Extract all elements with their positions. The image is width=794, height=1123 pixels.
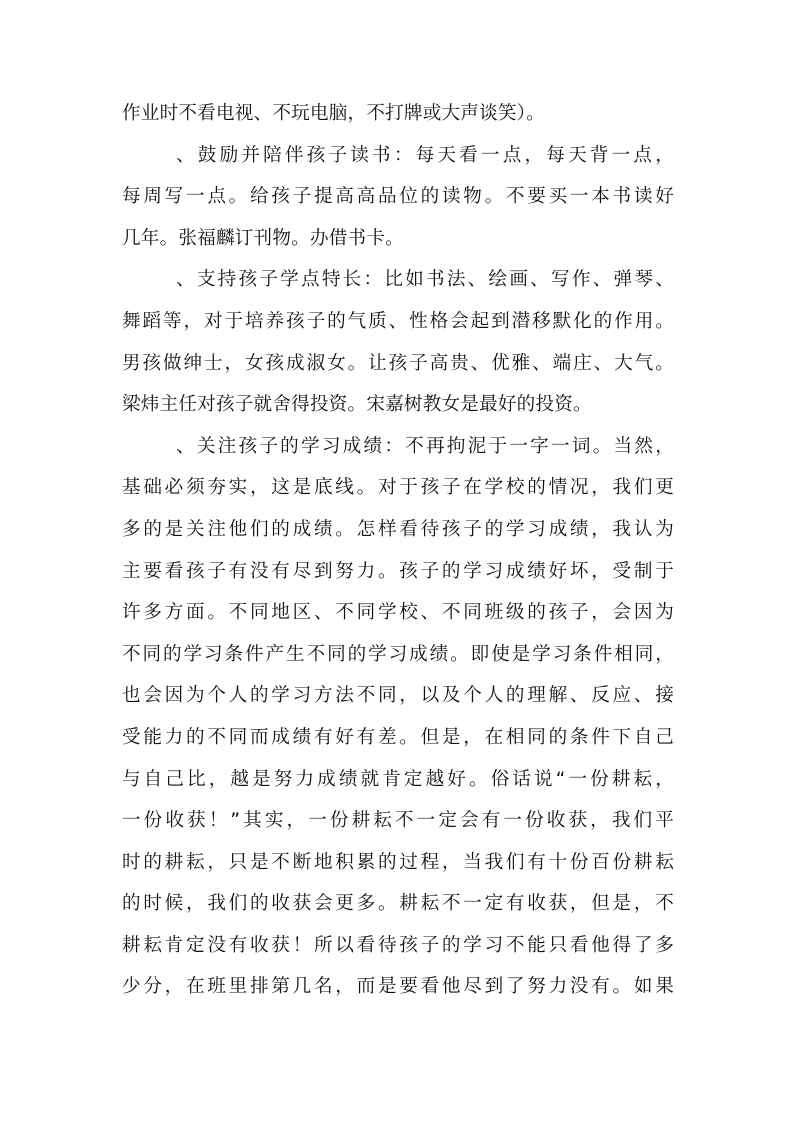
text-line: 受能力的不同而成绩有好有差。但是，在相同的条件下自己 [122, 726, 674, 748]
text-line: 作业时不看电视、不玩电脑，不打牌或大声谈笑）。 [122, 103, 545, 124]
text-line: 男孩做绅士，女孩成淑女。让孩子高贵、优雅、端庄、大气。 [122, 352, 674, 374]
text-line: 基础必须夯实，这是底线。对于孩子在学校的情况，我们更 [122, 477, 674, 499]
text-line: 每周写一点。给孩子提高高品位的读物。不要买一本书读好 [122, 186, 674, 208]
text-line: 的时候，我们的收获会更多。耕耘不一定有收获，但是，不 [122, 893, 674, 915]
paragraph-start-line: 、关注孩子的学习成绩：不再拘泥于一字一词。当然， [176, 435, 674, 457]
text-line: 舞蹈等，对于培养孩子的气质、性格会起到潜移默化的作用。 [122, 310, 674, 332]
paragraph-start-line: 、支持孩子学点特长：比如书法、绘画、写作、弹琴、 [176, 269, 674, 291]
text-line: 多的是关注他们的成绩。怎样看待孩子的学习成绩，我认为 [122, 518, 674, 540]
text-line: 一份收获！”其实，一份耕耘不一定会有一份收获，我们平 [122, 810, 674, 832]
text-line: 主要看孩子有没有尽到努力。孩子的学习成绩好坏，受制于 [122, 560, 674, 582]
text-line: 少分，在班里排第几名，而是要看他尽到了努力没有。如果 [122, 976, 674, 998]
text-line: 与自己比，越是努力成绩就肯定越好。俗话说“一份耕耘， [122, 768, 674, 790]
document-body [122, 93, 674, 1008]
text-line: 梁炜主任对孩子就舍得投资。宋嘉树教女是最好的投资。 [122, 394, 592, 416]
text-line: 时的耕耘，只是不断地积累的过程，当我们有十份百份耕耘 [122, 851, 674, 873]
text-line: 几年。张福麟订刊物。办借书卡。 [122, 227, 404, 249]
text-line: 耕耘肯定没有收获！所以看待孩子的学习不能只看他得了多 [122, 934, 674, 956]
text-line: 许多方面。不同地区、不同学校、不同班级的孩子，会因为 [122, 602, 674, 624]
text-line: 也会因为个人的学习方法不同，以及个人的理解、反应、接 [122, 685, 674, 707]
paragraph-start-line: 、鼓励并陪伴孩子读书：每天看一点，每天背一点， [176, 144, 674, 166]
text-line: 不同的学习条件产生不同的学习成绩。即使是学习条件相同， [122, 643, 674, 665]
